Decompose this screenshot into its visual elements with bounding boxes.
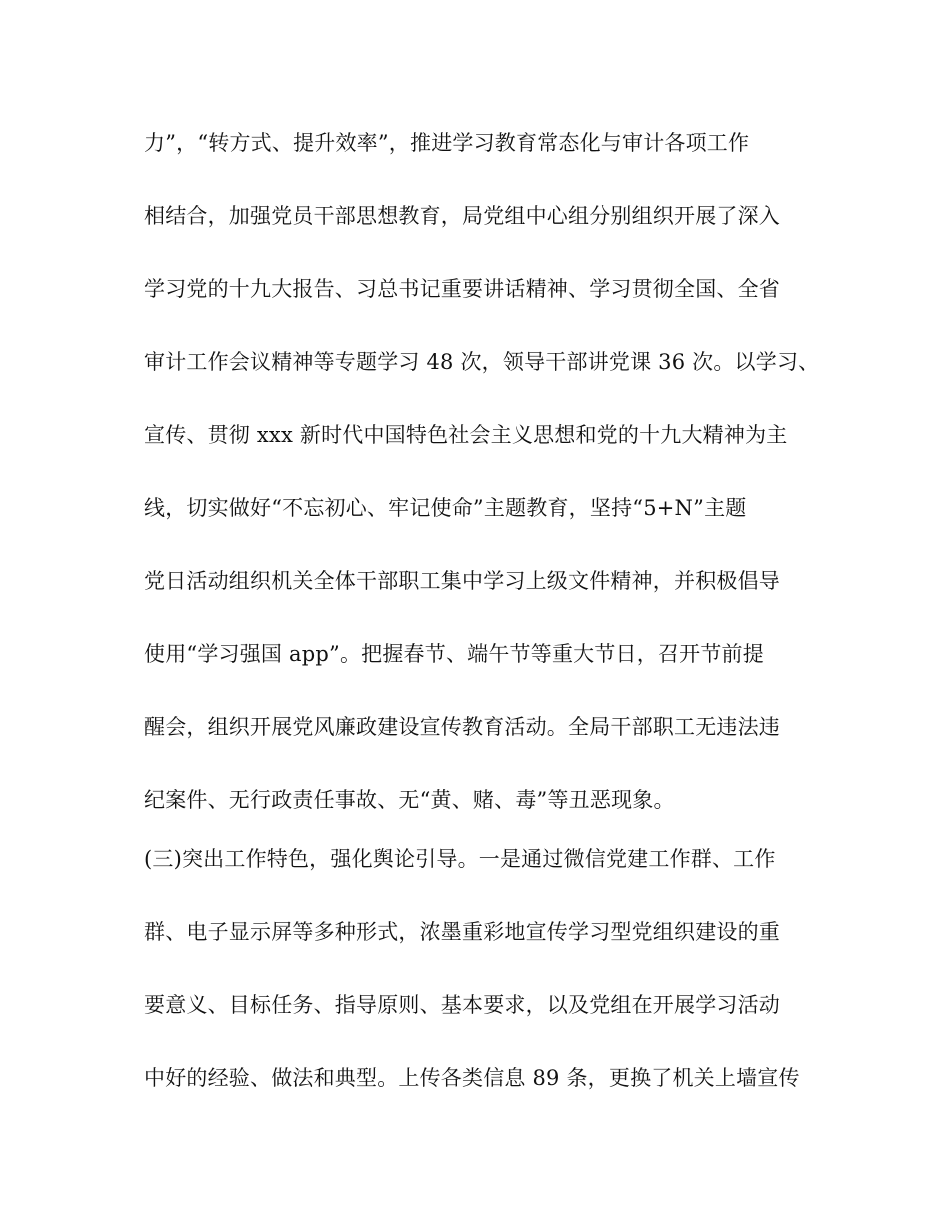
text-line-7: 党日活动组织机关全体干部职工集中学习上级文件精神，并积极倡导 bbox=[144, 569, 780, 593]
text-line-4: 审计工作会议精神等专题学习 48 次，领导干部讲党课 36 次。以学习、 bbox=[144, 350, 820, 374]
text-line-13: 要意义、目标任务、指导原则、基本要求，以及党组在开展学习活动 bbox=[144, 993, 780, 1017]
section-heading-line: (三)突出工作特色，强化舆论引导。一是通过微信党建工作群、工作 bbox=[144, 847, 776, 871]
text-line-10: 纪案件、无行政责任事故、无“黄、赌、毒”等丑恶现象。 bbox=[144, 788, 675, 812]
text-line-14: 中好的经验、做法和典型。上传各类信息 89 条，更换了机关上墙宣传 bbox=[144, 1066, 800, 1090]
text-line-12: 群、电子显示屏等多种形式，浓墨重彩地宣传学习型党组织建设的重 bbox=[144, 920, 780, 944]
text-line-5: 宣传、贯彻 xxx 新时代中国特色社会主义思想和党的十九大精神为主 bbox=[144, 423, 788, 447]
text-line-2: 相结合，加强党员干部思想教育，局党组中心组分别组织开展了深入 bbox=[144, 204, 780, 228]
text-line-1: 力”，“转方式、提升效率”，推进学习教育常态化与审计各项工作 bbox=[144, 131, 750, 155]
text-line-8: 使用“学习强国 app”。把握春节、端午节等重大节日，召开节前提 bbox=[144, 642, 764, 666]
text-line-9: 醒会，组织开展党风廉政建设宣传教育活动。全局干部职工无违法违 bbox=[144, 715, 780, 739]
text-line-6: 线，切实做好“不忘初心、牢记使命”主题教育，坚持“5+N”主题 bbox=[144, 496, 747, 520]
text-line-3: 学习党的十九大报告、习总书记重要讲话精神、学习贯彻全国、全省 bbox=[144, 277, 780, 301]
